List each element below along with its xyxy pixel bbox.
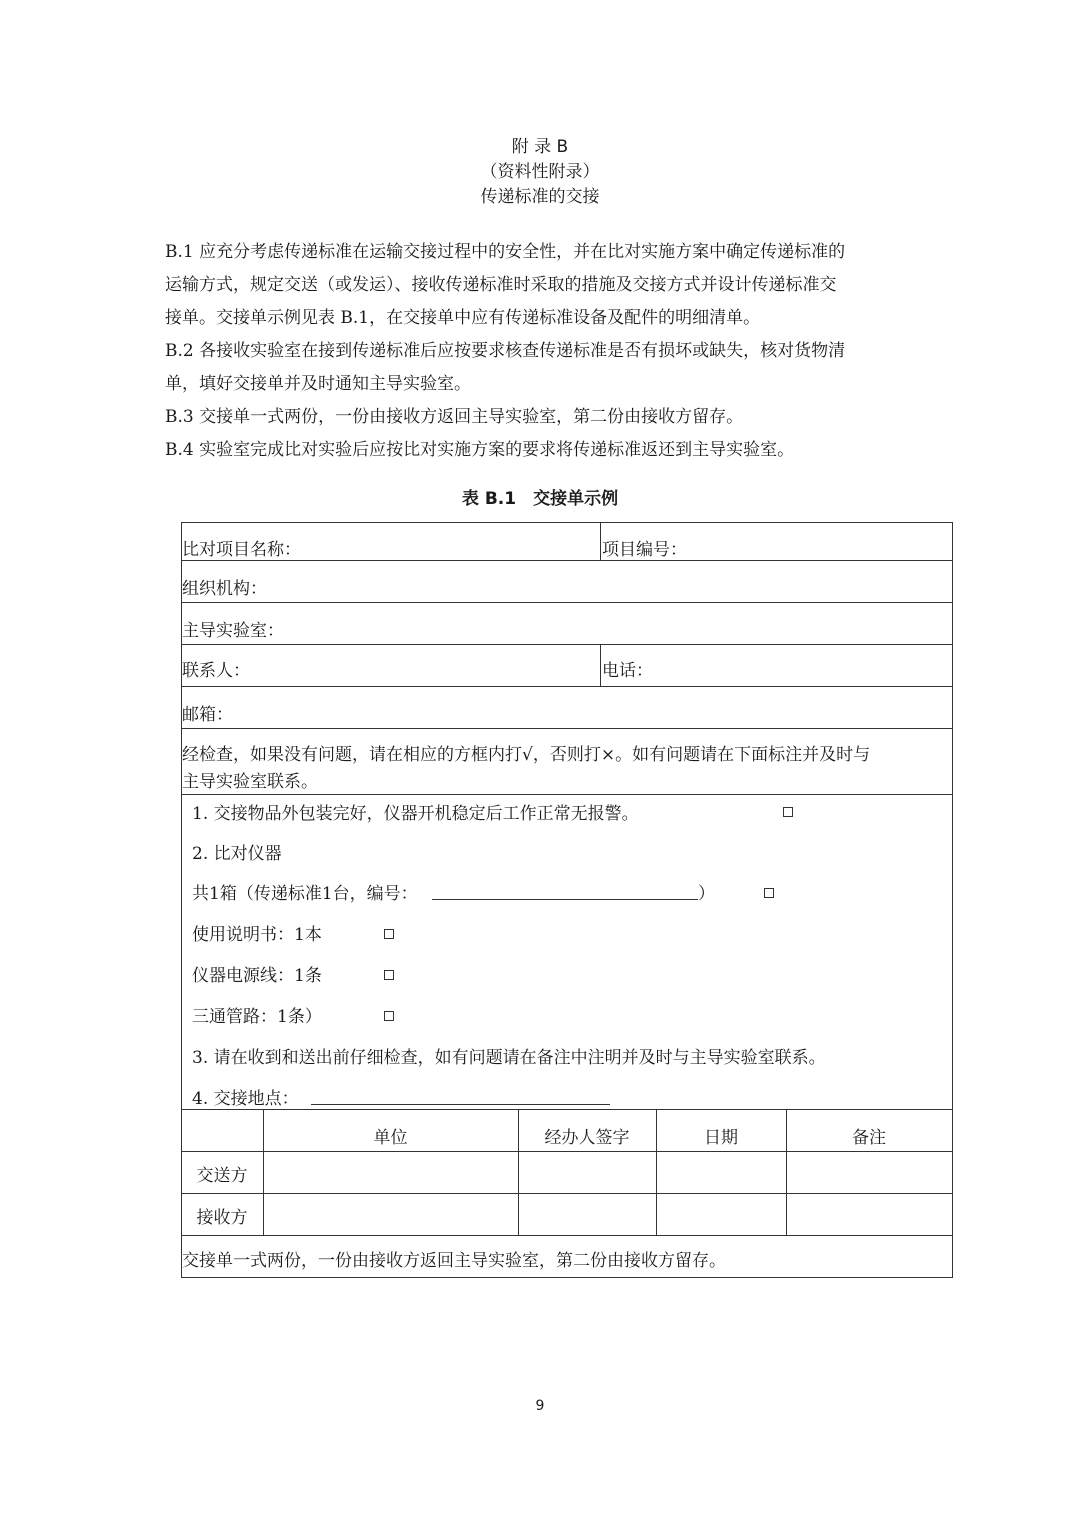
row-divider	[181, 644, 953, 645]
checkbox[interactable]	[384, 929, 394, 939]
header-unit: 单位	[373, 1128, 408, 1148]
row-receiver: 接收方	[196, 1208, 248, 1228]
checklist-item-4: 4. 交接地点：	[192, 1089, 299, 1109]
serial-number-blank[interactable]	[432, 899, 698, 900]
appendix-nature: （资料性附录）	[480, 162, 600, 182]
checklist-box-line-end: ）	[698, 884, 715, 904]
table-border	[181, 1277, 953, 1278]
paragraph-b1-line2: 运输方式，规定交送（或发运）、接收传递标准时采取的措施及交接方式并设计传递标准交	[165, 275, 837, 295]
table-footer-note: 交接单一式两份，一份由接收方返回主导实验室，第二份由接收方留存。	[182, 1251, 726, 1271]
col-divider	[600, 522, 601, 560]
appendix-label: 附 录 B	[511, 137, 569, 157]
header-remarks: 备注	[852, 1128, 886, 1148]
row-divider	[181, 686, 953, 687]
row-divider	[181, 1193, 953, 1194]
checkbox[interactable]	[384, 970, 394, 980]
row-divider	[181, 602, 953, 603]
row-divider	[181, 1235, 953, 1236]
paragraph-b1-line1: B.1 应充分考虑传递标准在运输交接过程中的安全性，并在比对实施方案中确定传递标准的	[165, 242, 846, 262]
checklist-manual: 使用说明书：1本	[192, 925, 322, 945]
table-border	[952, 522, 953, 1278]
checklist-item-1: 1. 交接物品外包装完好，仪器开机稳定后工作正常无报警。	[192, 804, 639, 824]
paragraph-b3: B.3 交接单一式两份，一份由接收方返回主导实验室，第二份由接收方留存。	[165, 407, 744, 427]
paragraph-b2-line1: B.2 各接收实验室在接到传递标准后应按要求核查传递标准是否有损坏或缺失，核对货物清	[165, 341, 846, 361]
row-divider	[181, 794, 953, 795]
project-number-label: 项目编号：	[602, 540, 687, 560]
email-label: 邮箱：	[182, 705, 233, 725]
table-border	[181, 522, 953, 523]
row-sender: 交送方	[196, 1166, 248, 1186]
col-divider	[600, 644, 601, 686]
checkbox[interactable]	[764, 888, 774, 898]
checklist-power-cord: 仪器电源线：1条	[192, 966, 322, 986]
checklist-item-3: 3. 请在收到和送出前仔细检查，如有问题请在备注中注明并及时与主导实验室联系。	[192, 1048, 826, 1068]
handover-location-blank[interactable]	[311, 1104, 610, 1105]
header-signature: 经办人签字	[544, 1128, 630, 1148]
checkbox[interactable]	[783, 807, 793, 817]
instructions-line2: 主导实验室联系。	[182, 772, 318, 792]
checkbox[interactable]	[384, 1011, 394, 1021]
project-name-label: 比对项目名称：	[182, 540, 301, 560]
row-divider	[181, 1151, 953, 1152]
page-number: 9	[535, 1398, 545, 1414]
body-paragraphs	[165, 236, 925, 467]
phone-label: 电话：	[602, 661, 653, 681]
instructions-line1: 经检查，如果没有问题，请在相应的方框内打√，否则打×。如有问题请在下面标注并及时与	[182, 745, 871, 765]
organization-label: 组织机构：	[182, 579, 267, 599]
header-date: 日期	[704, 1128, 738, 1148]
appendix-title: 传递标准的交接	[480, 187, 600, 207]
row-divider	[181, 1109, 953, 1110]
checklist-box-line: 共1箱（传递标准1台，编号：	[192, 884, 418, 904]
row-divider	[181, 728, 953, 729]
paragraph-b4: B.4 实验室完成比对实验后应按比对实施方案的要求将传递标准返还到主导实验室。	[165, 440, 795, 460]
checklist-pipe: 三通管路：1条）	[192, 1007, 322, 1027]
paragraph-b2-line2: 单，填好交接单并及时通知主导实验室。	[165, 374, 471, 394]
table-caption: 表 B.1 交接单示例	[461, 489, 619, 509]
contact-label: 联系人：	[182, 661, 250, 681]
checklist-item-2: 2. 比对仪器	[192, 844, 282, 864]
paragraph-b1-line3: 接单。交接单示例见表 B.1，在交接单中应有传递标准设备及配件的明细清单。	[165, 308, 761, 328]
row-divider	[181, 560, 953, 561]
lead-lab-label: 主导实验室：	[182, 621, 284, 641]
